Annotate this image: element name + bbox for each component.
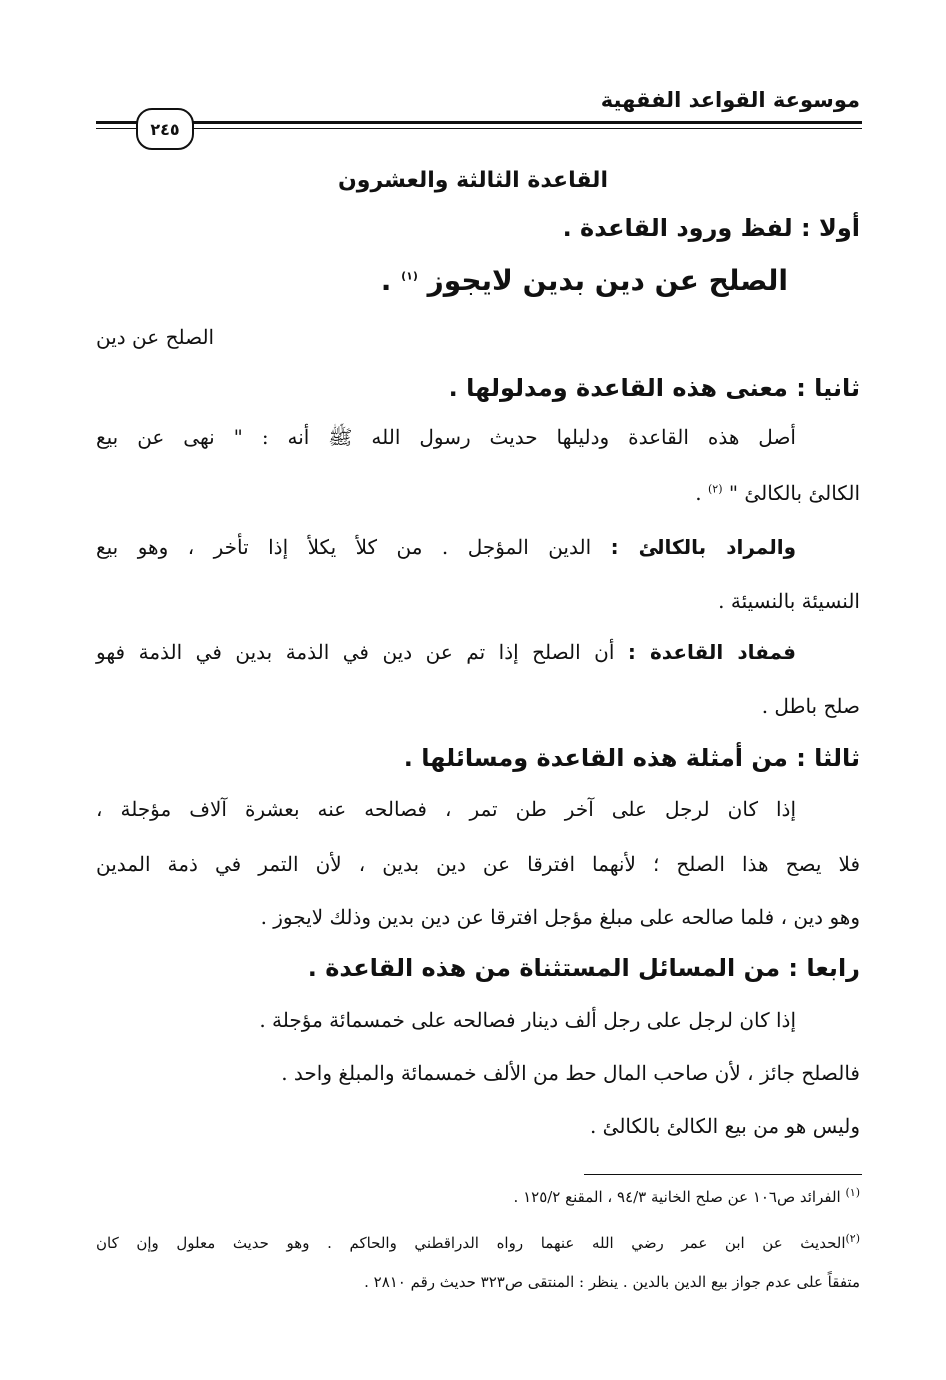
chapter-title: القاعدة الثالثة والعشرون bbox=[338, 168, 608, 193]
section3-line2: فلا يصح هذا الصلح ؛ لأنهما افترقا عن دين بدين ، لأن التمر في ذمة المدين bbox=[96, 852, 860, 876]
section4-line2: فالصلح جائز ، لأن صاحب المال حط من الألف خمسمائة والمبلغ واحد . bbox=[281, 1061, 860, 1085]
section2-p2-lead: والمراد بالكالئ : bbox=[610, 535, 797, 559]
header-rule-thin bbox=[96, 128, 862, 129]
section3-heading: ثالثا : من أمثلة هذه القاعدة ومسائلها . bbox=[403, 744, 860, 772]
section4-line1: إذا كان لرجل على رجل ألف دينار فصالحه على خمسمائة مؤجلة . bbox=[259, 1008, 796, 1032]
section2-p3-line1 bbox=[96, 640, 860, 664]
section1-heading: أولا : لفظ ورود القاعدة . bbox=[562, 214, 860, 242]
section2-p3-line2: صلح باطل . bbox=[761, 694, 860, 718]
section2-p3-lead: فمفاد القاعدة : bbox=[627, 640, 797, 664]
footnote-2-line1 bbox=[96, 1232, 860, 1252]
topic-tag: الصلح عن دين bbox=[96, 325, 215, 349]
section2-p2-line1-rest: الدين المؤجل . من كلأ يكلأ إذا تأخر ، وهو بيع bbox=[96, 535, 611, 559]
section2-p1-line1: أصل هذه القاعدة ودليلها حديث رسول الله ﷺ أنه : " نهى عن بيع bbox=[96, 425, 796, 449]
section2-p3-line1-rest: أن الصلح إذا تم عن دين في الذمة بدين في الذمة فهو bbox=[96, 640, 628, 664]
section2-p1-line2-end: . bbox=[695, 481, 708, 505]
section2-p2-line2: النسيئة بالنسيئة . bbox=[718, 589, 860, 613]
footnote-ref-2: (٢) bbox=[708, 482, 723, 496]
section2-heading: ثانيا : معنى هذه القاعدة ومدلولها . bbox=[448, 374, 860, 402]
section2-p1-line2 bbox=[695, 481, 860, 505]
running-title: موسوعة القواعد الفقهية bbox=[600, 88, 860, 112]
header-rule-thick bbox=[96, 121, 862, 124]
section3-line3: وهو دين ، فلما صالحه على مبلغ مؤجل افترقا عن دين بدين وذلك لايجوز . bbox=[260, 905, 860, 929]
footnote-2-line2: متفقاً على عدم جواز بيع الدين بالدين . ينظر : المنتقى ص٣٢٣ حديث رقم ٢٨١٠ . bbox=[364, 1273, 860, 1291]
footnote-1-text: الفرائد ص١٠٦ عن صلح الخانية ٩٤/٣ ، المقنع ١٢٥/٢ . bbox=[513, 1188, 846, 1206]
footnote-ref-1: (١) bbox=[401, 269, 418, 283]
footnote-separator bbox=[584, 1174, 862, 1175]
section4-line3: وليس هو من بيع الكالئ بالكالئ . bbox=[589, 1114, 860, 1138]
section2-p1-line2-text: الكالئ بالكالئ " bbox=[728, 481, 860, 505]
footnote-1-mark: (١) bbox=[845, 1186, 860, 1199]
rule-statement-text: الصلح عن دين بدين لايجوز bbox=[427, 264, 788, 297]
rule-statement bbox=[381, 264, 788, 297]
page-number: ٢٤٥ bbox=[136, 108, 194, 150]
section4-heading: رابعا : من المسائل المستثناة من هذه القاعدة . bbox=[307, 954, 860, 982]
footnote-1 bbox=[514, 1186, 860, 1206]
rule-statement-end: . bbox=[380, 264, 402, 297]
footnote-2-text: الحديث عن ابن عمر رضي الله عنهما رواه الدراقطني والحاكم . وهو حديث معلول وإن كان bbox=[96, 1234, 846, 1252]
footnote-2-mark: (٢) bbox=[845, 1232, 860, 1245]
section3-line1: إذا كان لرجل على آخر طن تمر ، فصالحه عنه بعشرة آلاف مؤجلة ، bbox=[96, 797, 796, 821]
section2-p2-line1 bbox=[96, 535, 860, 559]
